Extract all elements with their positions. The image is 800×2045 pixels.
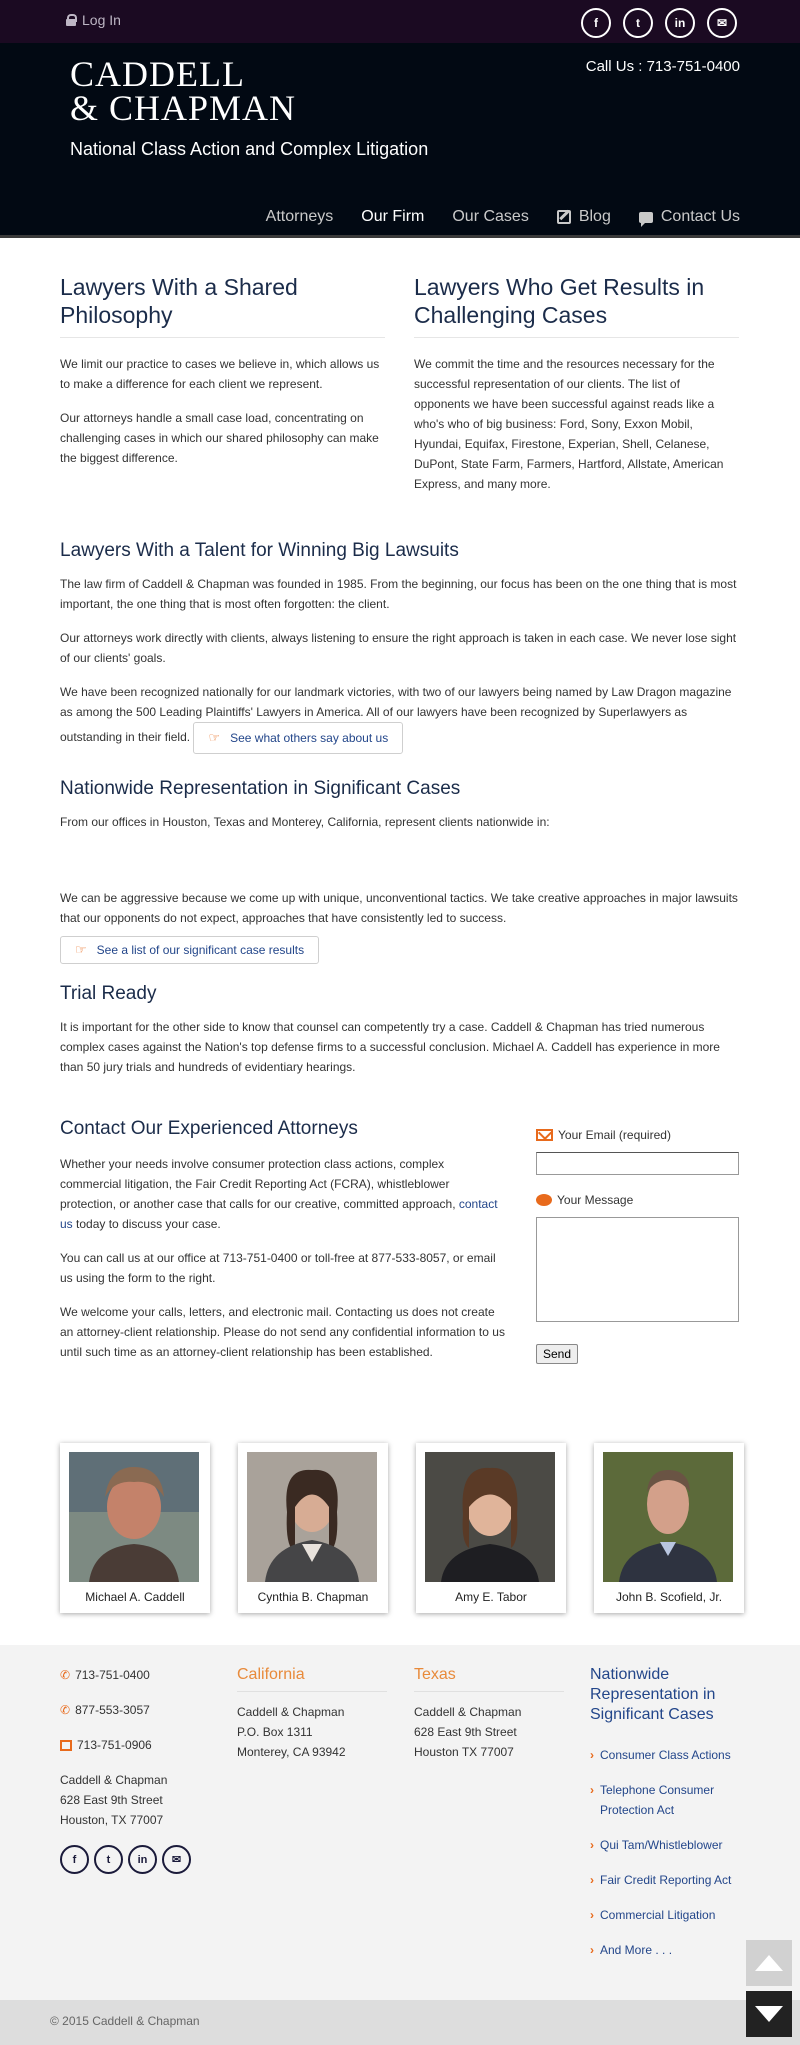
section-title: Contact Our Experienced Attorneys	[60, 1118, 358, 1139]
email-label	[536, 1128, 741, 1142]
attorney-name: Michael A. Caddell	[85, 1590, 185, 1604]
phone-icon: ✆	[60, 1668, 71, 1682]
section-title: Lawyers Who Get Results in Challenging Cases	[414, 273, 739, 338]
phone-line	[60, 1700, 191, 1720]
phone-icon: ✆	[60, 1703, 71, 1717]
footer-texas	[414, 1665, 564, 1762]
copyright: © 2015 Caddell & Chapman	[0, 2000, 800, 2045]
footer-link[interactable]	[590, 1905, 740, 1925]
paragraph	[60, 682, 740, 754]
section-title: Trial Ready	[60, 983, 157, 1004]
attorney-name: Cynthia B. Chapman	[257, 1590, 369, 1604]
twitter-icon[interactable]: t	[94, 1845, 123, 1874]
twitter-icon[interactable]: t	[623, 8, 653, 38]
hand-pointer-icon: ☞	[75, 942, 87, 957]
attorney-card[interactable]	[238, 1443, 388, 1613]
nav-our-firm[interactable]	[361, 208, 424, 226]
attorney-card[interactable]	[60, 1443, 210, 1613]
nav-label: Our Firm	[361, 208, 425, 225]
arrow-down-icon	[755, 2006, 783, 2022]
intro-right	[414, 273, 739, 508]
nav-label: Contact Us	[660, 208, 740, 225]
address-line: Caddell & Chapman	[414, 1705, 522, 1719]
arrow-up-icon	[755, 1955, 783, 1971]
send-button[interactable]: Send	[536, 1344, 578, 1364]
paragraph: Our attorneys handle a small case load, concentrating on challenging cases in which our shared philosophy can make the biggest difference.	[60, 411, 379, 465]
winning-section	[60, 540, 740, 768]
call-us: Call Us : 713-751-0400	[585, 58, 740, 75]
paragraph: We can be aggressive because we come up with unique, unconventional tactics. We take creative approaches in major lawsuits that our opponents do not expect, approaches that have consistently led to success.	[60, 891, 738, 925]
site-tagline: National Class Action and Complex Litigation	[70, 139, 429, 159]
nav-contact-us[interactable]	[639, 208, 740, 226]
paragraph: It is important for the other side to know that counsel can competently try a case. Caddell & Chapman has tried numerous complex cases against the Nation's top defense firms to a successful conclusion. Michael A. Caddell has experience in more than 50 jury trials and hundreds of evidentiary hearings.	[60, 1020, 720, 1074]
address-line: Houston TX 77007	[414, 1745, 514, 1759]
link-label: Consumer Class Actions	[600, 1748, 731, 1762]
footer-link[interactable]	[590, 1780, 740, 1820]
logo-line-1: CADDELL	[70, 54, 245, 94]
scroll-down-button[interactable]	[746, 1991, 792, 2037]
facebook-icon[interactable]: f	[581, 8, 611, 38]
footer-heading: California	[237, 1665, 387, 1692]
login-link[interactable]	[66, 12, 121, 28]
lock-icon	[66, 14, 76, 26]
fax-number: 713-751-0906	[77, 1738, 152, 1752]
address-line: Monterey, CA 93942	[237, 1745, 346, 1759]
attorney-name: John B. Scofield, Jr.	[615, 1590, 723, 1604]
button-label: See what others say about us	[230, 731, 389, 745]
linkedin-icon[interactable]: in	[665, 8, 695, 38]
trial-section	[60, 983, 740, 1091]
chat-icon	[639, 212, 653, 223]
nationwide-section	[60, 778, 740, 846]
footer-heading: Texas	[414, 1665, 564, 1692]
nav-blog[interactable]	[557, 208, 611, 226]
attorney-photo	[247, 1452, 377, 1582]
fax-line	[60, 1735, 191, 1755]
section-title: Lawyers With a Shared Philosophy	[60, 273, 385, 338]
address-line: 628 East 9th Street	[414, 1725, 517, 1739]
logo-line-2: & CHAPMAN	[70, 88, 297, 128]
chevron-right-icon: ›	[590, 1783, 594, 1797]
phone-line	[60, 1665, 191, 1685]
chevron-right-icon: ›	[590, 1838, 594, 1852]
chevron-right-icon: ›	[590, 1873, 594, 1887]
link-label: And More . . .	[600, 1943, 673, 1957]
nav-label: Blog	[578, 208, 611, 225]
email-icon[interactable]: ✉	[707, 8, 737, 38]
footer-contact	[60, 1665, 191, 1874]
paragraph: We commit the time and the resources necessary for the successful representation of our clients. The list of opponents we have been successful against reads like a who's who of big business: Ford, Sony, Exxon Mobil, Hyundai, Equifax, Firestone, Experian, Shell, Celanese, DuPont, State Farm, Farmers, Hartford, Allstate, American Express, and many more.	[414, 357, 724, 491]
site-header	[0, 43, 800, 238]
case-results-button[interactable]	[60, 936, 319, 964]
paragraph: From our offices in Houston, Texas and Monterey, California, represent clients nationwide in:	[60, 815, 550, 829]
linkedin-icon[interactable]: in	[128, 1845, 157, 1874]
attorney-card[interactable]	[416, 1443, 566, 1613]
main-nav	[266, 208, 740, 226]
footer-link[interactable]	[590, 1835, 740, 1855]
footer-nationwide	[590, 1665, 740, 1975]
paragraph: The law firm of Caddell & Chapman was founded in 1985. From the beginning, our focus has been on the one thing that is most important, the one thing that is most often forgotten: the client.	[60, 577, 737, 611]
chevron-right-icon: ›	[590, 1908, 594, 1922]
nav-our-cases[interactable]	[452, 208, 528, 226]
paragraph: You can call us at our office at 713-751-0400 or toll-free at 877-533-8057, or email us using the form to the right.	[60, 1251, 496, 1285]
speech-bubble-icon	[536, 1194, 552, 1206]
social-links-top	[581, 8, 737, 38]
paragraph: Our attorneys work directly with clients, always listening to ensure the right approach is taken in each case. We never lose sight of our clients' goals.	[60, 631, 737, 665]
site-footer	[0, 1645, 800, 2000]
paragraph: We welcome your calls, letters, and electronic mail. Contacting us does not create an attorney-client relationship. Please do not send any confidential information to us until such time as an attorney-client relationship has been established.	[60, 1305, 505, 1359]
message-field[interactable]	[536, 1217, 739, 1322]
footer-link[interactable]	[590, 1940, 740, 1960]
attorney-photo	[425, 1452, 555, 1582]
footer-link[interactable]	[590, 1870, 740, 1890]
phone-number: 713-751-0400	[75, 1668, 150, 1682]
nav-attorneys[interactable]	[266, 208, 334, 226]
social-links-footer	[60, 1845, 191, 1874]
address-line: 628 East 9th Street	[60, 1793, 163, 1807]
button-label: See a list of our significant case results	[96, 943, 305, 957]
address-line: P.O. Box 1311	[237, 1725, 313, 1739]
email-field[interactable]	[536, 1152, 739, 1175]
chevron-right-icon: ›	[590, 1748, 594, 1762]
link-label: Qui Tam/Whistleblower	[600, 1838, 723, 1852]
intro-left	[60, 273, 385, 482]
contact-us-link[interactable]: contact us	[60, 1197, 498, 1231]
label-text: Your Message	[557, 1193, 634, 1207]
see-others-say-button[interactable]	[193, 722, 403, 754]
phone-number: 877-553-3057	[75, 1703, 150, 1717]
hand-pointer-icon: ☞	[208, 730, 221, 745]
address-line: Caddell & Chapman	[237, 1705, 345, 1719]
paragraph-text: Whether your needs involve consumer protection class actions, complex commercial litigation, the Fair Credit Reporting Act (FCRA), whistleblower protection, or another case that calls for our creative, committed approach,	[60, 1157, 456, 1211]
chevron-right-icon: ›	[590, 1943, 594, 1957]
message-label	[536, 1193, 741, 1207]
nav-label: Our Cases	[452, 208, 529, 225]
section-title: Lawyers With a Talent for Winning Big Lawsuits	[60, 540, 459, 561]
nav-label: Attorneys	[265, 208, 334, 225]
paragraph: We limit our practice to cases we believe in, which allows us to make a difference for each client we represent.	[60, 357, 380, 391]
envelope-icon	[536, 1129, 553, 1141]
facebook-icon[interactable]: f	[60, 1845, 89, 1874]
scroll-up-button[interactable]	[746, 1940, 792, 1986]
paragraph-text: We have been recognized nationally for our landmark victories, with two of our lawyers being named by Law Dragon magazine as among the 500 Leading Plaintiffs' Lawyers in America. All of our lawyers have been recognized by Superlawyers as outstanding in their field.	[60, 685, 732, 745]
team-gallery	[60, 1443, 744, 1613]
attorney-photo	[603, 1452, 733, 1582]
section-title: Nationwide Representation in Significant Cases	[60, 778, 461, 799]
link-label: Fair Credit Reporting Act	[600, 1873, 732, 1887]
email-icon[interactable]: ✉	[162, 1845, 191, 1874]
contact-section	[60, 1118, 505, 1376]
footer-heading: Nationwide Representation in Significant Cases	[590, 1666, 716, 1723]
label-text: Your Email (required)	[558, 1128, 671, 1142]
login-label: Log In	[82, 12, 121, 28]
attorney-name: Amy E. Tabor	[455, 1590, 527, 1604]
address-line: Caddell & Chapman	[60, 1773, 168, 1787]
paragraph	[60, 1154, 505, 1234]
link-label: Telephone Consumer Protection Act	[600, 1783, 715, 1817]
paragraph-text: today to discuss your case.	[76, 1217, 221, 1231]
link-label: Commercial Litigation	[600, 1908, 716, 1922]
address-line: Houston, TX 77007	[60, 1813, 164, 1827]
nationwide-section-cont	[60, 888, 740, 964]
contact-form	[536, 1128, 741, 1364]
attorney-photo	[69, 1452, 199, 1582]
footer-link[interactable]	[590, 1745, 740, 1765]
edit-icon	[557, 210, 571, 224]
site-logo[interactable]	[70, 54, 297, 128]
footer-california	[237, 1665, 387, 1762]
top-bar	[0, 0, 800, 43]
attorney-card[interactable]	[594, 1443, 744, 1613]
fax-icon	[60, 1740, 72, 1751]
